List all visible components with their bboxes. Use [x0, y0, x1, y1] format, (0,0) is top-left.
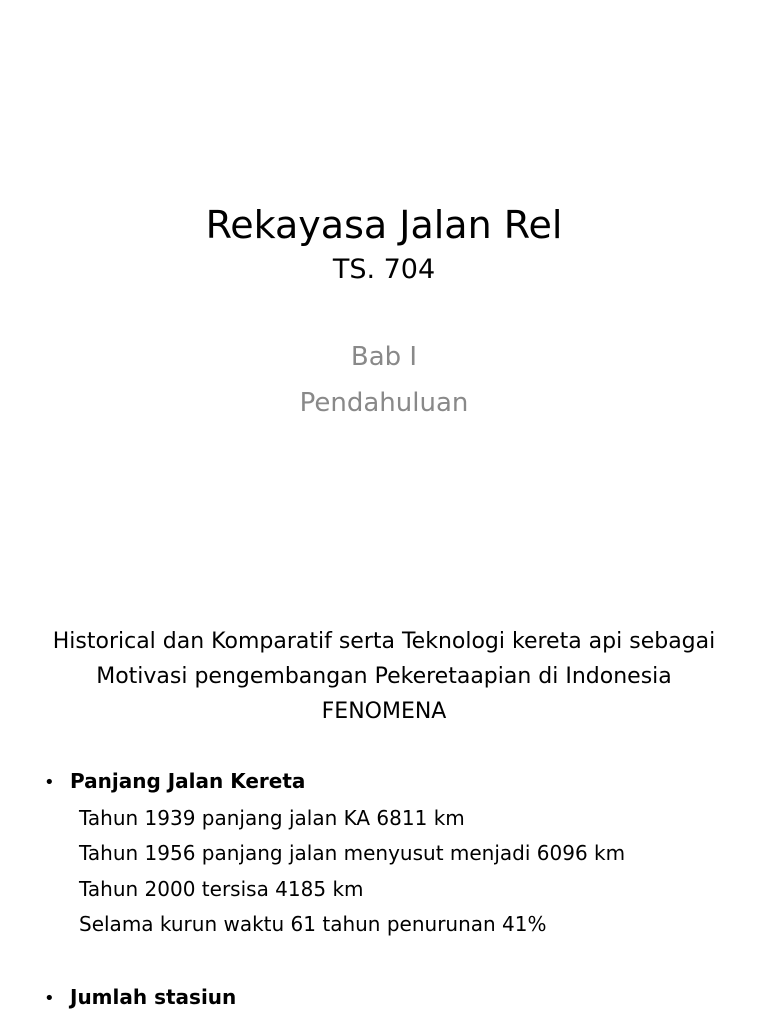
bullet-text-line: Tahun 1939 panjang jalan KA 6811 km — [79, 805, 465, 830]
heading-line: Historical dan Komparatif serta Teknologi kereta api sebagai — [52, 629, 716, 654]
bullet-section-panjang-jalan — [44, 764, 744, 943]
bullet-section-jumlah-stasiun — [44, 980, 744, 1017]
course-code: TS. 704 — [332, 254, 436, 285]
slide-heading — [0, 624, 768, 729]
bullet-head — [44, 980, 744, 1017]
heading-line: FENOMENA — [321, 699, 447, 724]
subtitle-block — [0, 334, 768, 426]
bullet-icon: • — [44, 988, 55, 1009]
bullet-title: Panjang Jalan Kereta — [70, 769, 306, 793]
bullet-text-line: Selama kurun waktu 61 tahun penurunan 41% — [79, 912, 547, 936]
bullet-head — [44, 764, 744, 801]
content-slide — [0, 576, 768, 1024]
bullet-icon: • — [44, 772, 55, 793]
slide-title: Rekayasa Jalan Rel — [205, 203, 563, 247]
bullet-title: Jumlah stasiun — [70, 985, 237, 1009]
chapter-label: Bab I — [350, 342, 418, 372]
bullet-body — [44, 801, 744, 943]
chapter-title: Pendahuluan — [299, 388, 469, 418]
bullet-text-line: Tahun 1956 panjang jalan menyusut menjadi 6096 km — [79, 841, 626, 865]
heading-line: Motivasi pengembangan Pekeretaapian di Indonesia — [96, 664, 672, 689]
title-block — [0, 198, 768, 288]
bullet-text-line: Tahun 2000 tersisa 4185 km — [79, 876, 364, 901]
